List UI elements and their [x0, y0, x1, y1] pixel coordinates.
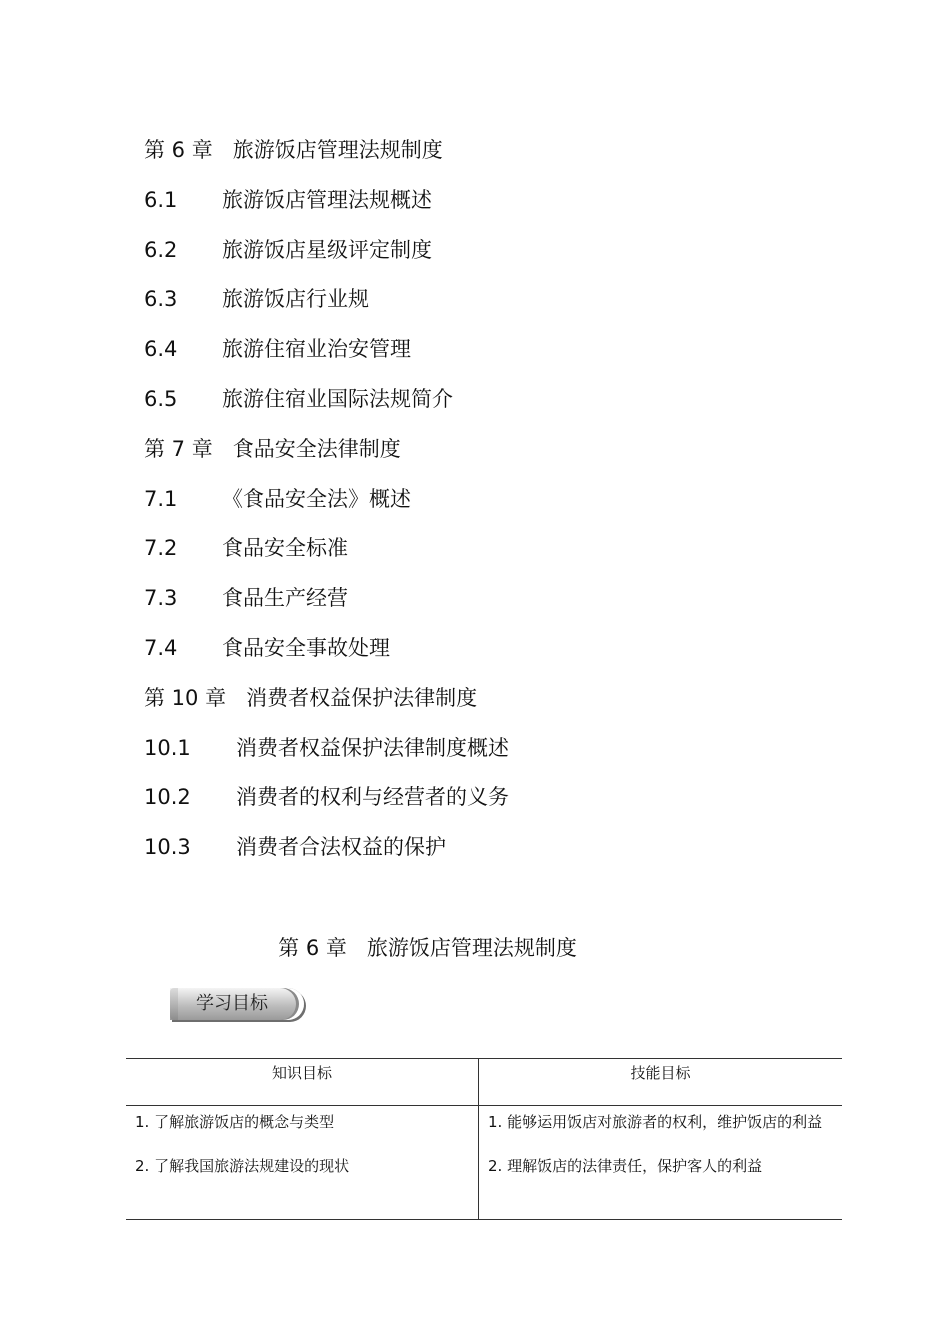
- toc-title: 消费者合法权益的保护: [236, 835, 446, 860]
- toc-number: 6.1: [144, 187, 178, 212]
- chapter-heading: [0, 928, 855, 968]
- toc-title: 食品安全事故处理: [222, 635, 390, 660]
- toc-number: 10.2: [144, 785, 191, 810]
- toc-title: 消费者权益保护法律制度概述: [236, 735, 509, 760]
- toc-title: 食品生产经营: [222, 586, 348, 611]
- chapter-heading-title: 旅游饭店管理法规制度: [366, 936, 577, 960]
- table-header-row: [126, 1059, 842, 1106]
- learning-objectives-badge: [170, 988, 304, 1020]
- skill-goal: 2. 理解饭店的法律责任，保护客人的利益: [488, 1157, 763, 1175]
- toc-number: 7.4: [144, 635, 178, 660]
- knowledge-goal: 2. 了解我国旅游法规建设的现状: [135, 1157, 350, 1175]
- toc-title: 旅游饭店管理法规制度: [232, 138, 443, 162]
- toc-number: 7.3: [144, 586, 178, 611]
- toc-section: [144, 479, 509, 529]
- skill-goals-cell: [479, 1106, 843, 1220]
- skill-goal: 1. 能够运用饭店对旅游者的权利，维护饭店的利益: [488, 1113, 823, 1131]
- toc-title: 旅游饭店管理法规概述: [222, 187, 432, 212]
- toc-title: 食品安全标准: [222, 536, 348, 561]
- badge-label: 学习目标: [196, 993, 268, 1014]
- toc-title: 旅游饭店行业规: [222, 287, 369, 312]
- toc-number: 第 6 章: [144, 138, 213, 162]
- toc-number: 7.1: [144, 486, 178, 511]
- toc-number: 6.4: [144, 337, 178, 362]
- objectives-table: [126, 1058, 842, 1220]
- toc-chapter: [144, 429, 509, 479]
- toc-title: 旅游饭店星级评定制度: [222, 237, 432, 262]
- toc-number: 6.3: [144, 287, 178, 312]
- toc-section: [144, 827, 509, 877]
- toc-section: [144, 329, 509, 379]
- toc-title: 食品安全法律制度: [232, 436, 401, 461]
- toc-number: 10.1: [144, 735, 191, 760]
- table-of-contents: [144, 130, 509, 877]
- knowledge-goals-cell: [126, 1106, 479, 1220]
- toc-title: 旅游住宿业国际法规简介: [222, 386, 453, 411]
- toc-chapter: [144, 678, 509, 728]
- toc-section: [144, 279, 509, 329]
- toc-number: 6.2: [144, 237, 178, 262]
- toc-title: 旅游住宿业治安管理: [222, 337, 411, 362]
- toc-number: 第 10 章: [144, 685, 227, 710]
- header-skill-goals: 技能目标: [479, 1059, 843, 1106]
- toc-section: [144, 180, 509, 230]
- toc-chapter: [144, 130, 509, 180]
- toc-number: 第 7 章: [144, 436, 213, 461]
- toc-number: 7.2: [144, 536, 178, 561]
- toc-section: [144, 528, 509, 578]
- toc-number: 6.5: [144, 386, 178, 411]
- toc-section: [144, 379, 509, 429]
- toc-section: [144, 777, 509, 827]
- chapter-heading-number: 第 6 章: [278, 936, 347, 960]
- toc-title: 消费者的权利与经营者的义务: [236, 785, 509, 810]
- toc-section: [144, 628, 509, 678]
- knowledge-goal: 1. 了解旅游饭店的概念与类型: [135, 1113, 335, 1131]
- toc-section: [144, 728, 509, 778]
- toc-section: [144, 230, 509, 280]
- toc-title: 消费者权益保护法律制度: [246, 685, 478, 710]
- header-knowledge-goals: 知识目标: [126, 1059, 479, 1106]
- toc-number: 10.3: [144, 835, 191, 860]
- toc-title: 《食品安全法》概述: [222, 486, 411, 511]
- table-row: [126, 1106, 842, 1220]
- toc-section: [144, 578, 509, 628]
